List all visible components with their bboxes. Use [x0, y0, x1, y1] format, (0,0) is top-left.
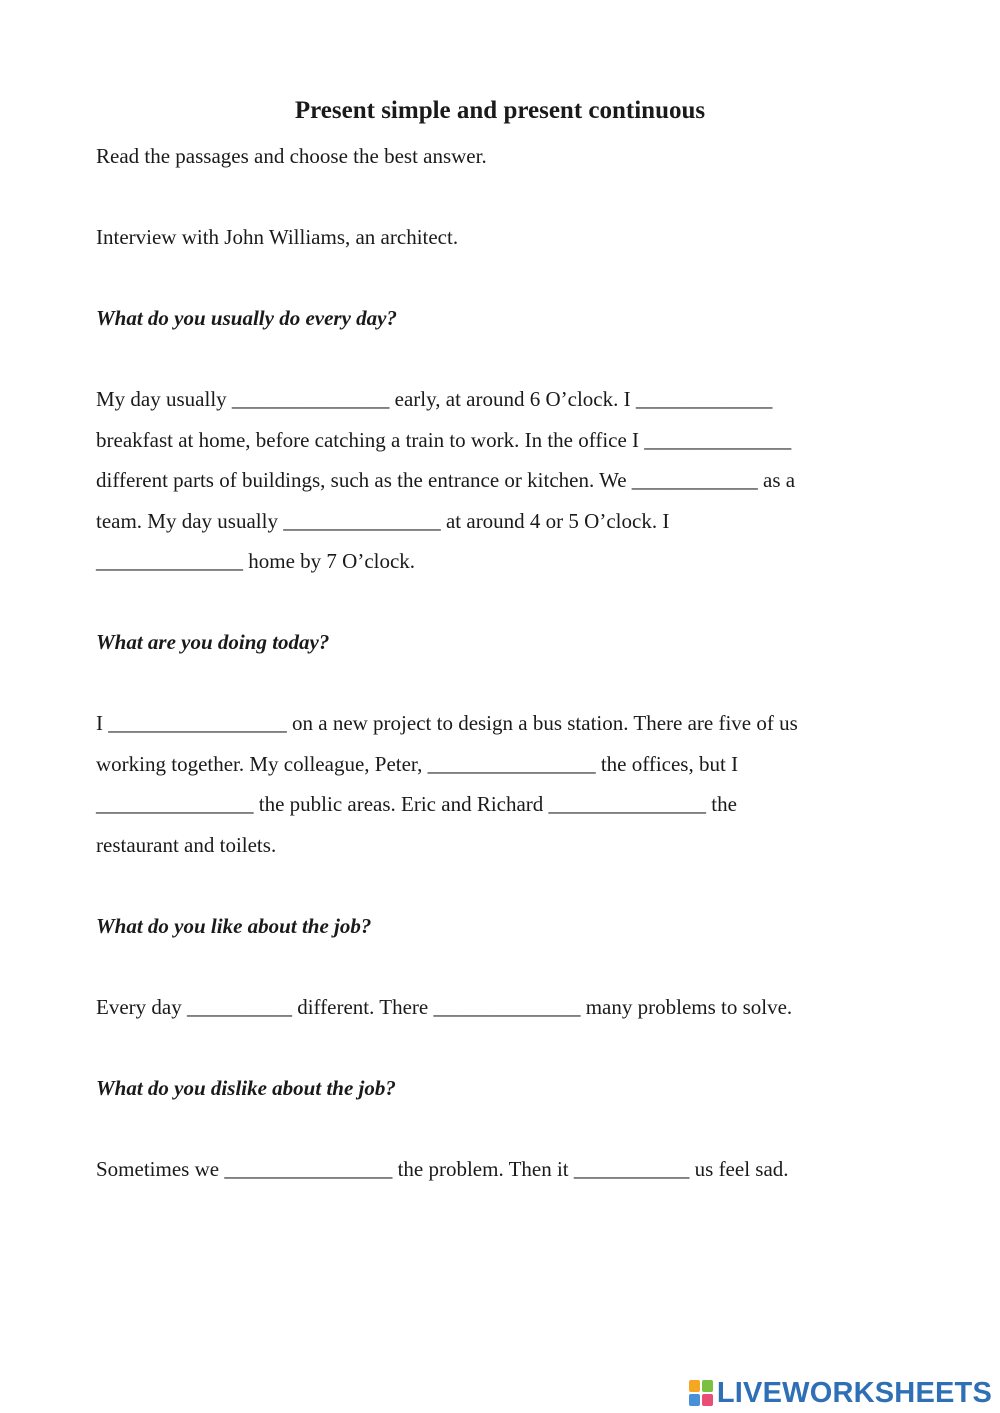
- passage-1-line: team. My day usually _______________ at around 4 or 5 O’clock. I: [96, 508, 670, 533]
- passage-2-line: restaurant and toilets.: [96, 832, 277, 857]
- passage-2: [96, 708, 886, 870]
- passage-1-line: breakfast at home, before catching a train to work. In the office I ______________: [96, 427, 792, 452]
- passage-1: [96, 384, 886, 587]
- instructions: Read the passages and choose the best answer.: [96, 144, 487, 168]
- interview-intro: Interview with John Williams, an architect.: [96, 225, 459, 249]
- logo-square: [689, 1380, 700, 1392]
- passage-4-line: Sometimes we ________________ the problem. Then it ___________ us feel sad.: [96, 1157, 789, 1181]
- passage-1-line: ______________ home by 7 O’clock.: [96, 549, 416, 573]
- liveworksheets-logo-icon: [689, 1380, 713, 1406]
- logo-square: [702, 1394, 713, 1406]
- logo-square: [702, 1380, 713, 1392]
- passage-2-line: I _________________ on a new project to design a bus station. There are five of us: [96, 711, 798, 735]
- question-4: What do you dislike about the job?: [96, 1076, 396, 1100]
- question-2: What are you doing today?: [96, 630, 330, 654]
- passage-3: [96, 992, 886, 1033]
- question-1: What do you usually do every day?: [96, 306, 397, 330]
- passage-3-line: Every day __________ different. There ______________ many problems to solve.: [96, 995, 793, 1019]
- passage-1-line: My day usually _______________ early, at around 6 O’clock. I _____________: [96, 387, 773, 411]
- passage-2-line: _______________ the public areas. Eric and Richard _______________ the: [96, 792, 737, 816]
- logo-square: [689, 1394, 700, 1406]
- worksheet-title: Present simple and present continuous: [294, 97, 706, 124]
- passage-1-line: different parts of buildings, such as the entrance or kitchen. We ____________ as a: [96, 468, 796, 492]
- passage-2-line: working together. My colleague, Peter, ________________ the offices, but I: [96, 751, 739, 776]
- brand-name: LIVEWORKSHEETS: [716, 1376, 992, 1409]
- liveworksheets-brand: [689, 1376, 992, 1410]
- question-3: What do you like about the job?: [96, 914, 372, 938]
- passage-4: [96, 1154, 886, 1195]
